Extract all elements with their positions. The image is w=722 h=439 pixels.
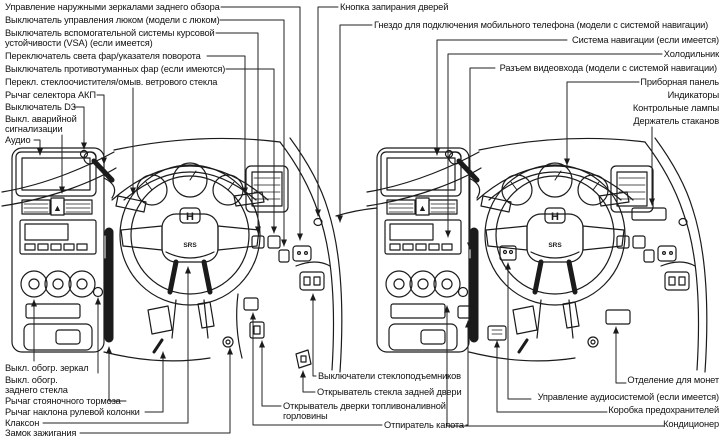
- label-rear-glass-opener: Открыватель стекла задней двери: [317, 387, 462, 397]
- label-hood-release: Отпиратель капота: [384, 420, 464, 430]
- label-vsa-switch: Выключатель вспомогательной системы курсовой устойчивости (VSA) (если имеется): [5, 28, 215, 49]
- label-ignition-lock: Замок зажигания: [5, 428, 77, 438]
- label-d3-switch: Выключатель D3: [5, 102, 76, 112]
- hood-release-switch: [244, 298, 258, 310]
- label-wiper-switch: Перекл. стеклоочистителя/омыв. ветрового стекла: [5, 77, 218, 87]
- label-video-input: Разъем видеовхода (модели с системой навигации): [499, 63, 717, 73]
- rear-glass-opener-switch: [296, 350, 311, 368]
- label-cup-holder: Держатель стаканов: [633, 116, 719, 126]
- label-fog-light-switch: Выключатель противотуманных фар (если имеются): [5, 64, 226, 74]
- label-indicators: Индикаторы: [667, 90, 719, 100]
- fuse-box: [488, 326, 506, 340]
- label-cooler-box: Холодильник: [663, 49, 719, 59]
- label-rear-defogger: Выкл. обогр. заднего стекла: [5, 375, 68, 396]
- label-navigation-system: Система навигации (если имеется): [572, 35, 719, 45]
- label-hazard-switch: Выкл. аварийной сигнализации: [5, 114, 77, 135]
- coin-box: [606, 310, 630, 324]
- label-instrument-panel: Приборная панель: [640, 77, 719, 87]
- label-audio: Аудио: [5, 135, 31, 145]
- label-mirror-control: Управление наружными зеркалами заднего обзора: [5, 2, 220, 12]
- label-audio-remote: Управление аудиосистемой (если имеется): [537, 392, 719, 402]
- cup-holder-tray: [632, 208, 666, 220]
- label-fuel-door-opener: Открыватель дверки топливоналивной горловины: [283, 401, 446, 422]
- dashboard-illustration: ▲ H SRS: [0, 0, 722, 439]
- left-dashboard-drawing: [2, 138, 342, 372]
- label-air-conditioner: Кондиционер: [663, 419, 719, 429]
- label-window-switches: Выключатели стеклоподъемников: [318, 371, 461, 381]
- right-dashboard-drawing: [336, 138, 707, 372]
- label-horn: Клаксон: [5, 418, 40, 428]
- label-parking-brake: Рычаг стояночного тормоза: [5, 396, 121, 406]
- label-coin-box: Отделение для монет: [627, 375, 719, 385]
- label-headlight-turn-switch: Переключатель света фар/указателя поворота: [5, 51, 201, 61]
- label-mirror-heater: Выкл. обогр. зеркал: [5, 363, 89, 373]
- label-sunroof-switch: Выключатель управления люком (модели с люком): [5, 15, 220, 25]
- fuel-door-switch: [250, 322, 264, 338]
- label-fuse-box: Коробка предохранителей: [608, 405, 719, 415]
- label-at-selector: Рычаг селектора АКП: [5, 90, 96, 100]
- label-phone-jack: Гнездо для подключения мобильного телефона (модели с системой навигации): [374, 20, 709, 30]
- label-tilt-lever: Рычаг наклона рулевой колонки: [5, 407, 140, 417]
- label-warning-lamps: Контрольные лампы: [632, 103, 719, 113]
- label-door-lock-button: Кнопка запирания дверей: [340, 2, 449, 12]
